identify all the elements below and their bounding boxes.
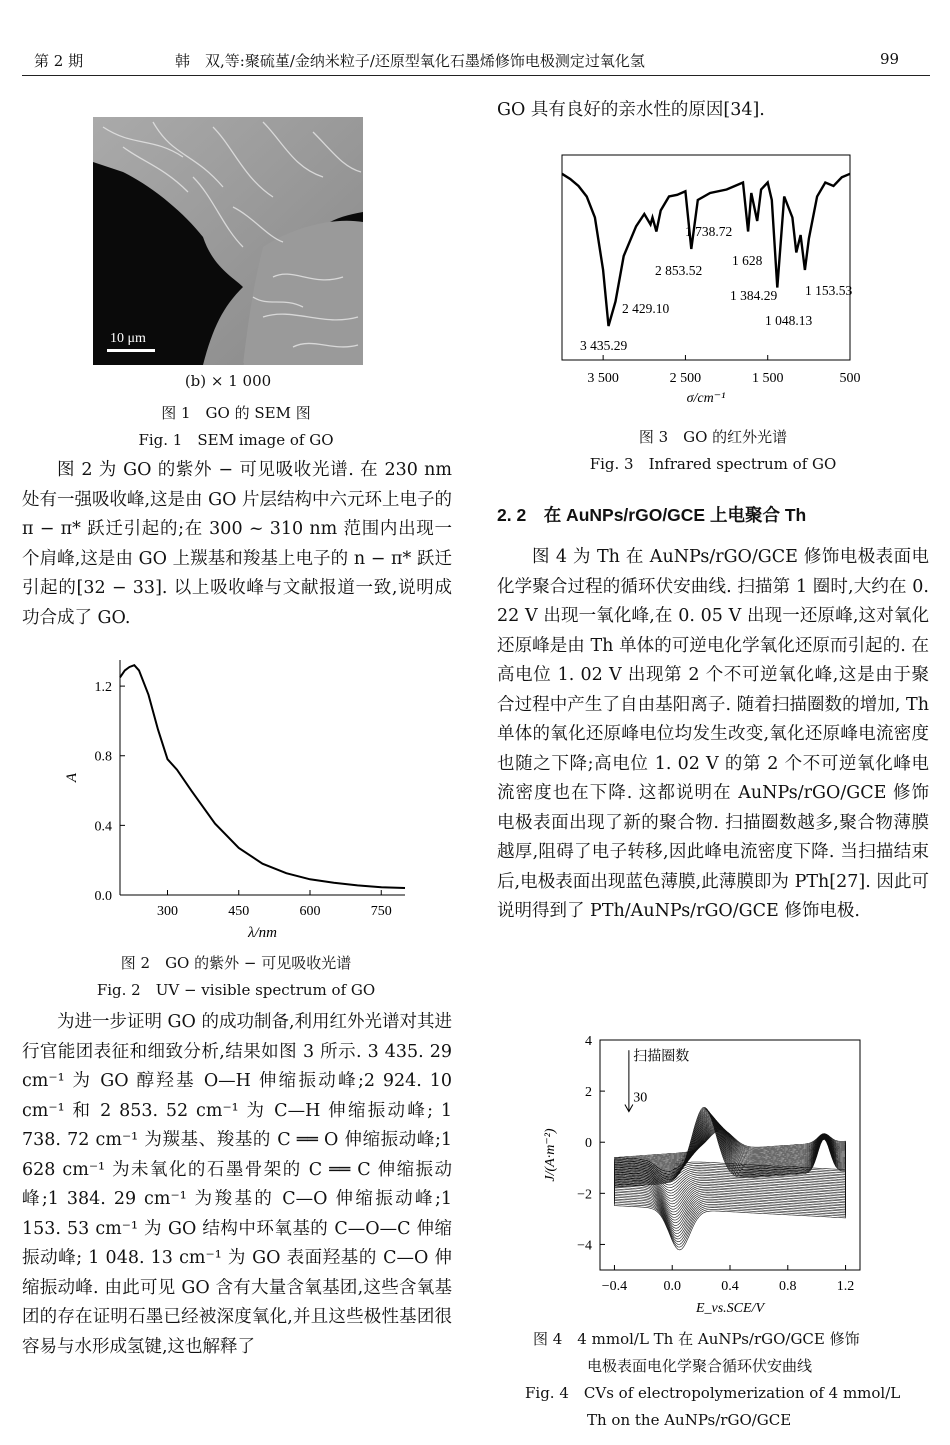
fig4-caption-en-2: Th on the AuNPs/rGO/GCE — [587, 1411, 792, 1429]
ir-series-line — [562, 174, 850, 326]
peak-annotation: 1 048.13 — [765, 313, 813, 328]
paragraph-uv — [22, 456, 452, 633]
fig1-sub-caption: (b) × 1 000 — [184, 372, 272, 390]
fig3-caption-en: Fig. 3 Infrared spectrum of GO — [589, 455, 837, 473]
x-tick-label: 1.2 — [836, 1279, 855, 1294]
scale-bar-label: 10 μm — [110, 331, 146, 346]
y-tick-label: −2 — [577, 1187, 592, 1203]
header-page-number: 99 — [880, 50, 900, 68]
x-tick-label: 1 500 — [751, 371, 784, 386]
x-axis-label: E_vs.SCE/V — [695, 1301, 765, 1316]
y-tick-label: 0 — [585, 1136, 592, 1152]
x-tick-label: 0.4 — [721, 1279, 739, 1294]
paragraph-uv-text: 图 2 为 GO 的紫外 − 可见吸收光谱. 在 230 nm 处有一强吸收峰,这是由 GO 片层结构中六元环上电子的 π − π* 跃迁引起的;在 300 ~ 310 nm 范围内出现一个肩峰,这是由 GO 上羰基和羧基上电子的 n − π* 跃迁引起的[32 − 33]. 以上吸收峰与文献报道一致,说明成功合成了 GO. — [22, 460, 453, 628]
x-tick-label: 300 — [157, 904, 178, 919]
y-tick-label: 0.8 — [94, 749, 112, 765]
y-tick-label: 2 — [585, 1085, 592, 1101]
y-tick-label: 0.0 — [94, 889, 112, 904]
fig1-caption — [40, 400, 432, 454]
fig2-caption-en: Fig. 2 UV − visible spectrum of GO — [96, 981, 376, 999]
y-tick-label: −4 — [577, 1238, 592, 1254]
scan-count-label: 扫描圈数 — [633, 1049, 690, 1065]
cv-chart — [540, 1030, 880, 1325]
x-tick-label: 500 — [839, 371, 861, 386]
peak-annotation: 1 384.29 — [730, 288, 778, 303]
fig4-caption-en-1: Fig. 4 CVs of electropolymerization of 4 mmol/L — [525, 1384, 901, 1402]
header-rule — [22, 75, 930, 76]
uv-vis-chart — [60, 640, 420, 945]
x-tick-label: 0.8 — [779, 1279, 797, 1294]
x-tick-label: −0.4 — [601, 1279, 628, 1294]
peak-annotation: 1 628 — [732, 253, 763, 268]
x-tick-label: 0.0 — [663, 1279, 681, 1294]
y-axis-label: A — [64, 772, 80, 783]
fig2-caption-cn: 图 2 GO 的紫外 − 可见吸收光谱 — [120, 954, 352, 972]
fig2-caption — [40, 950, 432, 1004]
header-title: 韩 双,等:聚硫堇/金纳米粒子/还原型氧化石墨烯修饰电极测定过氧化氢 — [175, 52, 645, 70]
x-tick-label: 600 — [299, 904, 321, 919]
paragraph-ir-text: 为进一步证明 GO 的成功制备,利用红外光谱对其进行官能团表征和细致分析,结果如图 3 所示. 3 435. 29 cm⁻¹ 为 GO 醇羟基 O—H 伸缩振动峰;2 924. 10 cm⁻¹ 和 2 853. 52 cm⁻¹ 为 C—H 伸缩振动峰; 1 738. 72 cm⁻¹ 为羰基、羧基的 C ══ O 伸缩振动峰;1 628 cm⁻¹ 为未氧化的石墨骨架的 C ══ C 伸缩振动峰;1 384. 29 cm⁻¹ 为羧基的 C—O 伸缩振动峰;1 153. 53 cm⁻¹ 为 GO 结构中环氧基的 C—O—C 伸缩振动峰; 1 048. 13 cm⁻¹ 为 GO 表面羟基的 C—O 伸缩振动峰. 由此可见 GO 含有大量含氧基团,这些含氧基团的存在证明石墨已经被深度氧化,并且这些极性基团很容易与水形成氢键,这也解释了 — [22, 1012, 453, 1357]
fig3-caption — [497, 424, 929, 478]
sem-image — [93, 117, 363, 365]
x-tick-label: 750 — [370, 904, 392, 919]
peak-annotation: 3 435.29 — [580, 338, 628, 353]
x-tick-label: 2 500 — [669, 371, 702, 386]
paragraph-hydrophilic — [497, 96, 929, 126]
paragraph-electropolymerization — [497, 543, 929, 927]
fig4-caption-cn-1: 图 4 4 mmol/L Th 在 AuNPs/rGO/GCE 修饰 — [533, 1330, 860, 1348]
y-tick-label: 4 — [585, 1034, 592, 1049]
peak-annotation: 1 153.53 — [805, 283, 853, 298]
fig1-caption-en: Fig. 1 SEM image of GO — [138, 431, 334, 449]
y-tick-label: 1.2 — [94, 680, 112, 696]
peak-annotation: 2 429.10 — [622, 301, 670, 316]
x-tick-label: 450 — [228, 904, 250, 919]
peak-annotation: 2 853.52 — [655, 263, 703, 278]
fig4-caption-cn-2: 电极表面电化学聚合循环伏安曲线 — [587, 1357, 813, 1375]
paragraph-ir — [22, 1008, 452, 1362]
x-tick-label: 3 500 — [587, 371, 619, 386]
uv-vis-series-line — [120, 665, 405, 888]
peak-annotation: 1 738.72 — [685, 224, 733, 239]
scan-count-value: 30 — [633, 1090, 648, 1106]
paragraph-hydrophilic-text: GO 具有良好的亲水性的原因[34]. — [497, 100, 765, 120]
fig1-caption-cn: 图 1 GO 的 SEM 图 — [161, 404, 311, 422]
fig4-caption — [505, 1326, 925, 1434]
x-axis-label: σ/cm⁻¹ — [686, 391, 726, 406]
x-axis-label: λ/nm — [248, 925, 277, 941]
section-heading: 2. 2 在 AuNPs/rGO/GCE 上电聚合 Th — [497, 505, 807, 525]
ir-spectrum-chart — [560, 145, 870, 420]
y-tick-label: 0.4 — [94, 819, 112, 835]
fig3-caption-cn: 图 3 GO 的红外光谱 — [638, 428, 788, 446]
header-issue: 第 2 期 — [34, 52, 84, 70]
y-axis-label: J/(A·m⁻²) — [543, 1128, 558, 1182]
paragraph-electropolymerization-text: 图 4 为 Th 在 AuNPs/rGO/GCE 修饰电极表面电化学聚合过程的循环伏安曲线. 扫描第 1 圈时,大约在 0. 22 V 出现一氧化峰,在 0. 05 V 出现一还原峰,这对氧化还原峰是由 Th 单体的可逆电化学氧化还原而引起的. 在高电位 1. 02 V 出现第 2 个不可逆氧化峰,这是由于聚合过程中产生了自由基阳离子. 随着扫描圈数的增加, Th 单体的氧化还原峰电位均发生改变,氧化还原峰电流密度也随之下降;高电位 1. 02 V 的第 2 个不可逆氧化峰电流密度也在下降. 这都说明在 AuNPs/rGO/GCE 修饰电极表面出现了新的聚合物. 扫描圈数越多,聚合物薄膜越厚,阻碍了电子转移,因此峰电流密度下降. 当扫描结束后,电极表面出现蓝色薄膜,此薄膜即为 PTh[27]. 因此可说明得到了 PTh/AuNPs/rGO/GCE 修饰电极. — [497, 547, 929, 921]
